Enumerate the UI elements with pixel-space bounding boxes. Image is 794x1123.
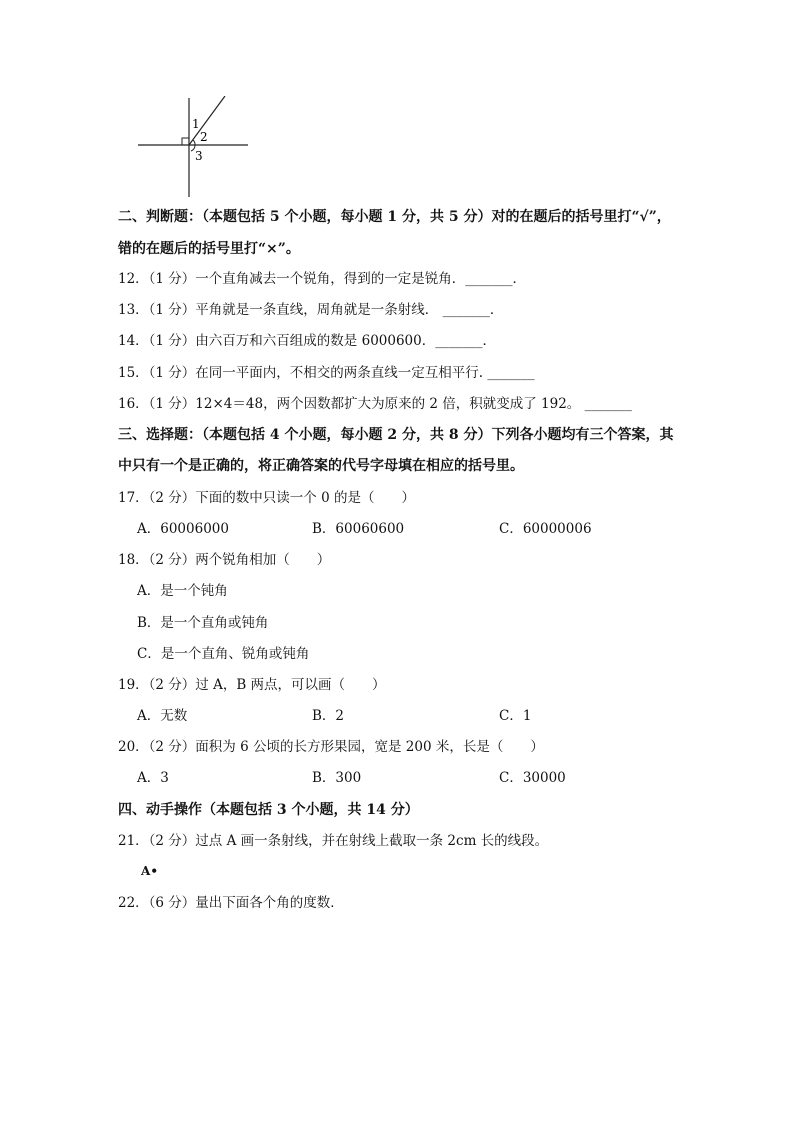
question-21: 21．（2 分）过点 A 画一条射线，并在射线上截取一条 2cm 长的线段。 — [118, 833, 549, 849]
q17-option-a: A．60006000 — [137, 521, 229, 537]
question-14: 14．（1 分）由六百万和六百组成的数是 6000600．_______． — [118, 333, 496, 349]
section2-heading-line1: 二、判断题：（本题包括 5 个小题，每小题 1 分，共 5 分）对的在题后的括号里打“√”， — [118, 209, 671, 225]
q18-option-a: A．是一个钝角 — [137, 583, 228, 599]
section3-heading-line1: 三、选择题：（本题包括 4 个小题，每小题 2 分，共 8 分）下列各小题均有三个答案，其 — [118, 427, 674, 443]
q18-option-b: B．是一个直角或钝角 — [137, 615, 269, 631]
q19-option-a: A．无数 — [137, 708, 188, 724]
q18-option-c: C．是一个直角、锐角或钝角 — [137, 646, 310, 662]
question-20: 20．（2 分）面积为 6 公顷的长方形果园，宽是 200 米，长是（ ） — [118, 739, 544, 755]
angle-diagram — [136, 96, 250, 198]
question-13: 13．（1 分）平角就是一条直线，周角就是一条射线． _______． — [118, 302, 504, 318]
right-angle-mark — [182, 138, 189, 145]
point-a-marker — [141, 864, 158, 878]
q17-option-b: B．60060600 — [312, 521, 405, 537]
question-16: 16．（1 分）12×4＝48，两个因数都扩大为原来的 2 倍，积就变成了 192。 _______ — [118, 396, 632, 412]
question-12: 12．（1 分）一个直角减去一个锐角，得到的一定是锐角．_______． — [118, 271, 527, 287]
point-a-label: A — [141, 864, 151, 878]
question-15: 15．（1 分）在同一平面内，不相交的两条直线一定互相平行. _______ — [118, 365, 535, 381]
angle-arc — [193, 140, 195, 145]
point-a-dot: • — [150, 864, 158, 878]
question-22: 22．（6 分）量出下面各个角的度数． — [118, 895, 344, 911]
q20-option-a: A．3 — [137, 770, 169, 786]
q19-option-c: C．1 — [499, 708, 532, 724]
section3-heading-line2: 中只有一个是正确的，将正确答案的代号字母填在相应的括号里。 — [118, 458, 524, 474]
q17-option-c: C．60000006 — [499, 521, 592, 537]
question-17: 17．（2 分）下面的数中只读一个 0 的是（ ） — [118, 490, 415, 506]
q20-option-c: C．30000 — [499, 770, 566, 786]
angle-figure — [136, 96, 250, 198]
section2-heading-line2: 错的在题后的括号里打“×”。 — [118, 241, 300, 257]
q20-option-b: B．300 — [312, 770, 362, 786]
section4-heading: 四、动手操作（本题包括 3 个小题，共 14 分） — [118, 802, 419, 818]
question-18: 18．（2 分）两个锐角相加（ ） — [118, 552, 331, 568]
angle-label-2: 2 — [200, 130, 208, 144]
angle-label-3: 3 — [195, 149, 203, 163]
q19-option-b: B．2 — [312, 708, 345, 724]
question-19: 19．（2 分）过 A，B 两点，可以画（ ） — [118, 677, 386, 693]
angle-label-1: 1 — [192, 117, 200, 131]
